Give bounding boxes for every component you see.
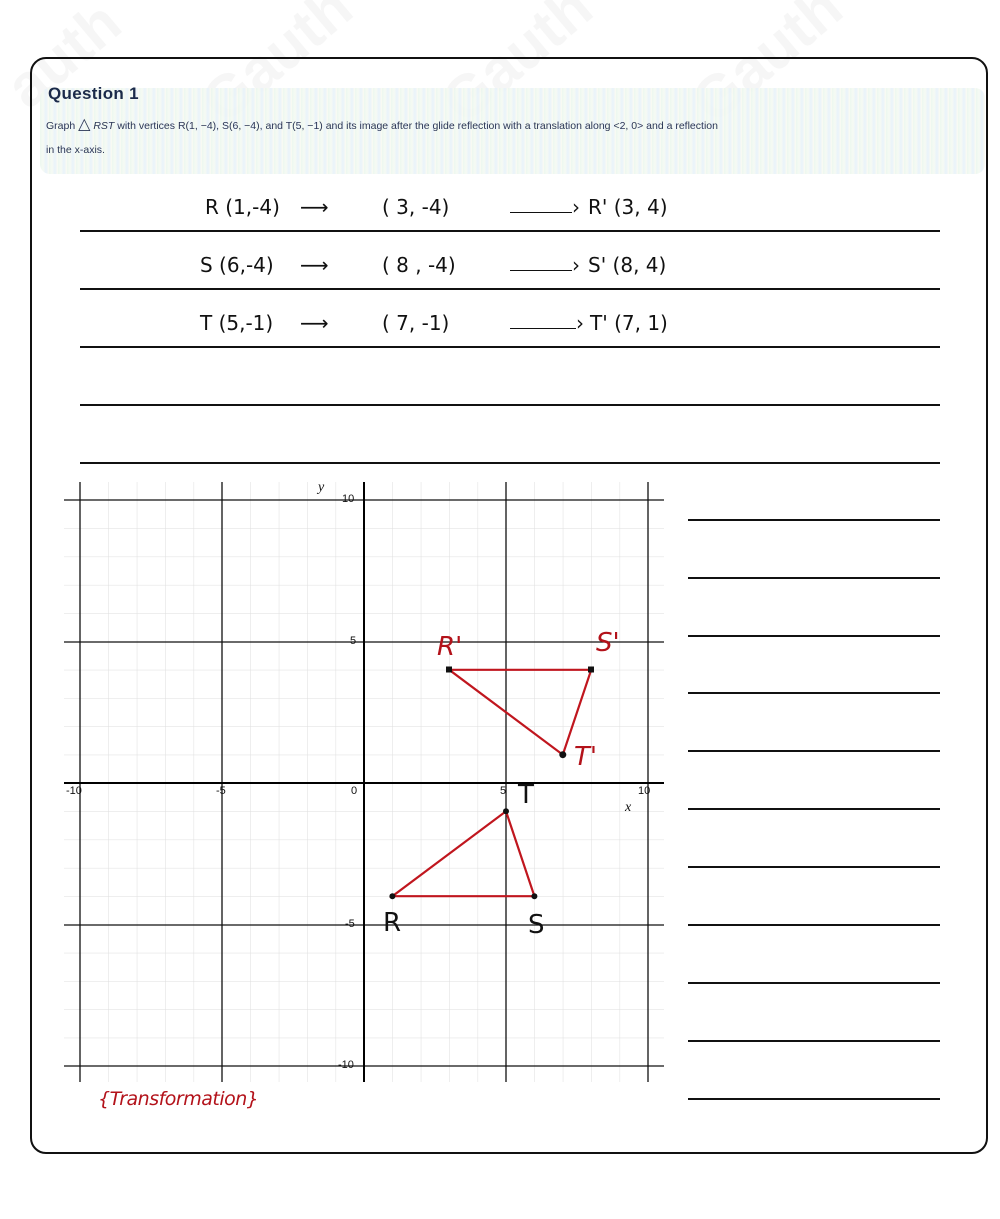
vertex-s [531,893,537,899]
label-t-prime: T' [574,742,598,772]
label-s: S [528,910,545,940]
work-row-translated: ( 3, -4) [382,195,450,219]
transformation-note: {Transformation} [98,1088,259,1110]
arrow-icon: ⟶ [300,195,329,219]
x-axis-label: x [625,800,632,815]
arrow-icon: › [510,253,580,277]
label-t: T [518,780,534,810]
work-row-original: T (5,-1) [200,311,274,335]
vertex-r-prime [446,667,452,673]
x-tick-label: -5 [216,785,226,797]
work-row-image: T' (7, 1) [590,311,668,335]
work-row-image: R' (3, 4) [588,195,668,219]
arrow-icon: ⟶ [300,253,329,277]
arrow-icon: ⟶ [300,311,329,335]
vertex-t [503,808,509,814]
y-tick-label: -10 [338,1059,354,1071]
vertex-s-prime [588,667,594,673]
arrow-icon: › [510,311,586,335]
vertex-r [389,893,395,899]
y-axis-label: y [318,480,325,495]
work-row-translated: ( 8 , -4) [382,253,456,277]
arrow-icon: › [510,195,580,219]
x-tick-label: -10 [66,785,82,797]
y-tick-label: -5 [345,918,355,930]
vertex-t-prime [559,751,566,758]
question-prompt: Graph △ RST with vertices R(1, −4), S(6, −4), and T(5, −1) and its image after the glide reflection with a translation along <2, 0> and a reflection in the x-axis. [46,116,718,156]
work-row-original: R (1,-4) [205,195,280,219]
label-s-prime: S' [596,628,620,658]
y-tick-label: 5 [350,635,357,647]
work-row-translated: ( 7, -1) [382,311,450,335]
question-title: Question 1 [48,84,139,103]
x-tick-label: 5 [500,785,507,797]
x-tick-label: 0 [351,785,358,797]
work-row-original: S (6,-4) [200,253,274,277]
work-row-image: S' (8, 4) [588,253,667,277]
label-r-prime: R' [437,632,463,662]
y-tick-label: 10 [342,493,355,505]
triangle-icon: △ [78,116,91,133]
x-tick-label: 10 [638,785,651,797]
label-r: R [383,908,402,938]
